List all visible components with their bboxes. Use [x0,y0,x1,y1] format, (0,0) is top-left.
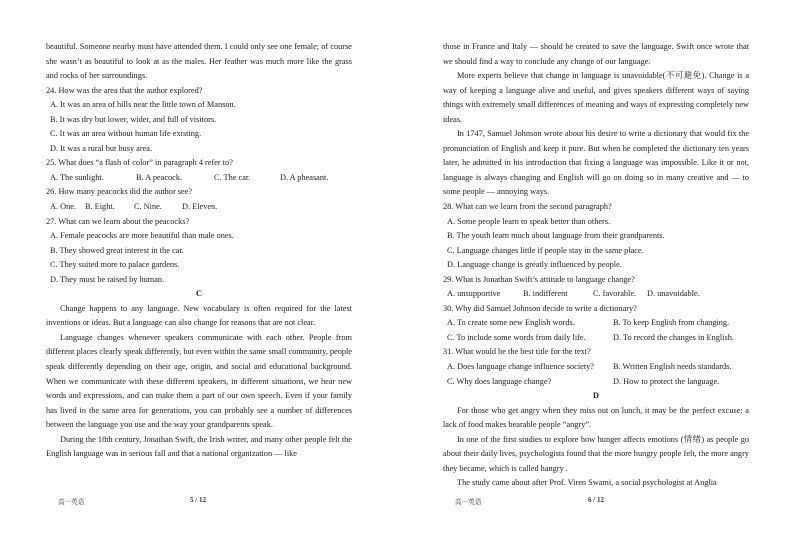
paragraph: The study came about after Prof. Viren Swami, a social psychologist at Anglia [457,478,717,488]
option-28b: B. The youth learn much about language from their grandparents. [447,231,665,241]
option-26a: A. One. [50,202,77,212]
option-26d: D. Eleven. [182,202,218,212]
option-29b: B. indifferent [523,289,568,299]
option-25c: C. The car. [214,172,251,182]
footer-subject: 高一英语 [455,498,482,506]
option-25a: A. The sunlight. [50,172,104,182]
section-heading-d: D [593,391,599,401]
section-heading-c: C [196,289,202,299]
option-31b: B. Written English needs standards. [613,362,732,372]
option-30b: B. To keep English from changing. [613,318,730,328]
paragraph: During the 18th century, Jonathan Swift, the Irish writer, and many other people felt the English language was in serious fall and that a national organization — like [46,434,352,459]
option-30a: A. To create some new English words. [447,318,575,328]
question-27: 27. What can we learn about the peacocks? [46,216,190,226]
question-26: 26. How many peacocks did the author see? [46,187,193,197]
option-28c: C. Language changes little if people stay in the same place. [447,245,644,255]
option-27b: B. They showed great interest in the car. [50,245,184,255]
option-24a: A. It was an area of hills near the little town of Manson. [50,100,236,110]
question-24: 24. How was the area that the author explored? [46,85,203,95]
question-31: 31. What would be the best title for the text? [443,347,591,357]
options-31-ab [443,360,749,375]
paragraph: In one of the first studies to explore how hunger affects emotions (情绪) as people go about their daily lives, psychologists found that the more hungry people felt, the more angry they became, which is called hangry . [443,434,749,473]
option-25d: D. A pheasant. [280,172,329,182]
option-25b: B. A peacock. [136,172,183,182]
option-26b: B. Eight. [85,202,115,212]
paragraph: those in France and Italy — should be created to save the language. Swift once wrote that we should find a way to conclude any change of our language. [443,42,749,66]
left-column [46,40,352,462]
option-29d: D. unavoidable. [647,289,700,299]
option-27d: D. They must be raised by human. [50,274,165,284]
options-25 [46,171,352,186]
options-30-cd [443,331,749,346]
options-26 [46,200,352,215]
question-25: 25. What does “a flash of color” in paragraph 4 refer to? [46,158,233,168]
option-31d: D. How to protect the language. [613,376,720,386]
option-29a: A. unsupportive [447,289,501,299]
option-29c: C. favorable. [593,289,637,299]
option-27a: A. Female peacocks are more beautiful than male ones. [50,231,234,241]
option-30d: D. To record the changes in English. [613,332,734,342]
right-column [443,40,749,491]
option-28a: A. Some people learn to speak better than others. [447,216,611,226]
option-27c: C. They suited more to palace gardens. [50,260,180,270]
question-28: 28. What can we learn from the second paragraph? [443,202,612,212]
paragraph: More experts believe that change in language is unavoidable(不可避免). Change is a way of keeping a language alive and useful, and gives speakers different ways of saying things with extremely small differences of meaning and ways of expressing completely new ideas. [443,71,749,124]
paragraph: Language changes whenever speakers communicate with each other. People from different places clearly speak differently, but even within the same small community, people speak differently depending on their age, origin, and social and educational background. When we communicate with these different speakers, in different situations, we hear new words and expressions, and can make them a part of our own speech. Even if your family has lived in the same area for generations, you can probably see a number of differences between the language you use and the way your grandparents speak. [46,332,352,430]
options-31-cd [443,375,749,390]
footer-subject: 高一英语 [58,498,85,506]
question-29: 29. What is Jonathan Swift’s attitude to language change? [443,274,635,284]
paragraph: beautiful. Someone nearby must have attended them. I could only see one female; of course she wasn’t as beautiful to look at as the males. Her feather was much more like the grass and rocks of her surroundings. [46,42,352,81]
options-30-ab [443,316,749,331]
paragraph: For those who get angry when they miss out on lunch, it may be the perfect excuse: a lack of food makes bearable people “angry”. [443,405,749,430]
option-30c: C. To include some words from daily life. [447,332,586,342]
option-24c: C. It was an area without human life existing. [50,129,202,139]
paragraph: In 1747, Samuel Johnson wrote about his desire to write a dictionary that would fix the pronunciation of English and keep it pure. But when he completed the dictionary ten years later, he admitted in his introduction that fixing a language was impossible. Like it or not, language is always changing and English will go on doing so in many creative and — to some people — annoying ways. [443,129,749,197]
option-28d: D. Language change is greatly influenced by people. [447,260,622,270]
page-number: 6 / 12 [588,496,604,504]
question-30: 30. Why did Samuel Johnson decide to write a dictionary? [443,303,637,313]
page-number: 5 / 12 [190,496,206,504]
option-31a: A. Does language change influence society? [447,362,594,372]
paragraph: Change happens to any language. New vocabulary is often required for the latest inventions or ideas. But a language can also change for reasons that are not clear. [46,303,352,328]
option-24b: B. It was dry but lower, wider, and full of visitors. [50,114,217,124]
options-29 [443,287,749,302]
option-26c: C. Nine. [134,202,162,212]
option-24d: D. It was a rural but busy area. [50,143,153,153]
option-31c: C. Why does language change? [447,376,552,386]
